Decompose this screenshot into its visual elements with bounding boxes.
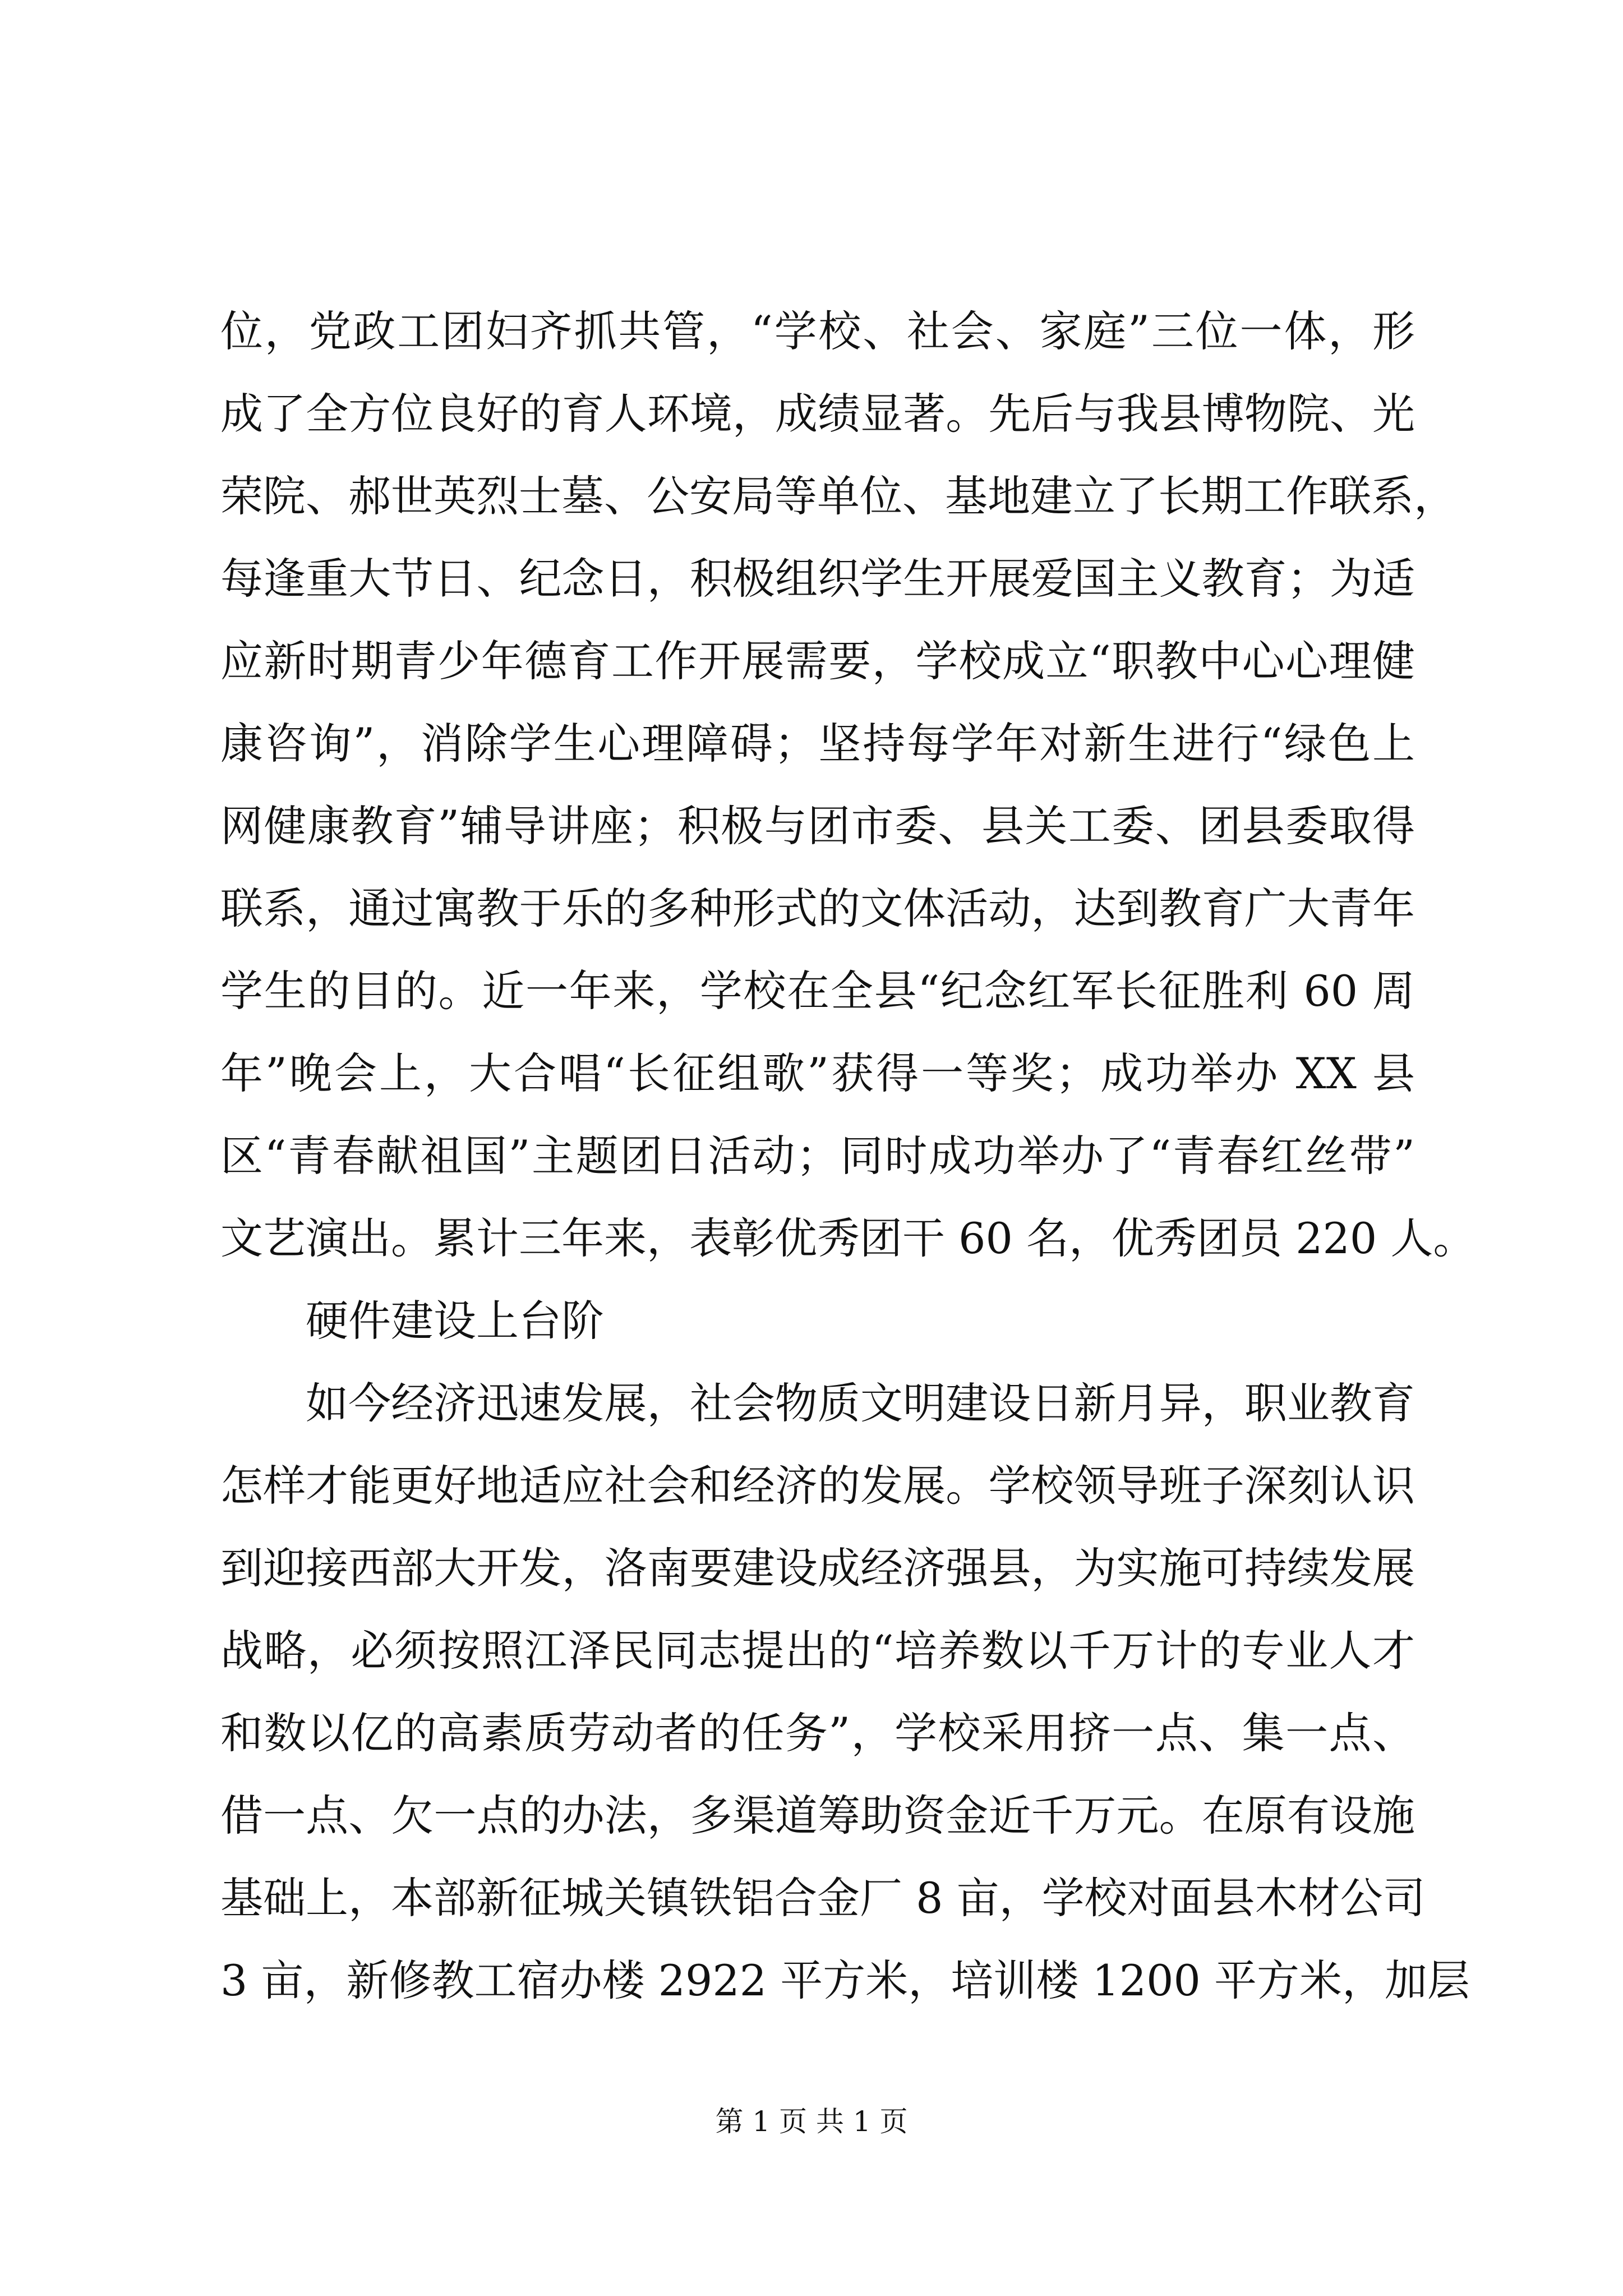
paragraph-line: 3 亩，新修教工宿办楼 2922 平方米，培训楼 1200 平方米，加层 <box>220 1955 1470 2005</box>
page-number-footer: 第 1 页 共 1 页 <box>715 2105 908 2138</box>
paragraph-line: 荣院、郝世英烈士墓、公安局等单位、基地建立了长期工作联系， <box>220 471 1456 521</box>
paragraph-line: 年”晚会上，大合唱“长征组歌”获得一等奖；成功举办 XX 县 <box>220 1048 1415 1098</box>
paragraph-line: 战略，必须按照江泽民同志提出的“培养数以千万计的专业人才 <box>220 1626 1415 1676</box>
paragraph-line: 怎样才能更好地适应社会和经济的发展。学校领导班子深刻认识 <box>220 1461 1415 1511</box>
paragraph-line: 到迎接西部大开发，洛南要建设成经济强县，为实施可持续发展 <box>220 1543 1415 1593</box>
paragraph-line: 康咨询”，消除学生心理障碍；坚持每学年对新生进行“绿色上 <box>220 719 1415 769</box>
paragraph-line: 网健康教育”辅导讲座；积极与团市委、县关工委、团县委取得 <box>220 801 1415 851</box>
paragraph-line: 文艺演出。累计三年来，表彰优秀团干 60 名，优秀团员 220 人。 <box>220 1213 1476 1263</box>
paragraph-line: 成了全方位良好的育人环境，成绩显著。先后与我县博物院、光 <box>220 389 1415 439</box>
paragraph-line: 和数以亿的高素质劳动者的任务”，学校采用挤一点、集一点、 <box>220 1708 1415 1758</box>
paragraph-line: 基础上，本部新征城关镇铁铝合金厂 8 亩，学校对面县木材公司 <box>220 1873 1426 1923</box>
paragraph-line: 位，党政工团妇齐抓共管，“学校、社会、家庭”三位一体，形 <box>220 306 1415 356</box>
section-heading: 硬件建设上台阶 <box>306 1296 604 1346</box>
paragraph-line: 应新时期青少年德育工作开展需要，学校成立“职教中心心理健 <box>220 636 1415 686</box>
paragraph-line: 联系，通过寓教于乐的多种形式的文体活动，达到教育广大青年 <box>220 884 1415 933</box>
paragraph-line: 每逢重大节日、纪念日，积极组织学生开展爱国主义教育；为适 <box>220 554 1415 604</box>
paragraph-line: 学生的目的。近一年来，学校在全县“纪念红军长征胜利 60 周 <box>220 966 1415 1016</box>
paragraph-line: 区“青春献祖国”主题团日活动；同时成功举办了“青春红丝带” <box>220 1131 1415 1181</box>
paragraph-line: 借一点、欠一点的办法，多渠道筹助资金近千万元。在原有设施 <box>220 1791 1415 1841</box>
paragraph-line: 如今经济迅速发展，社会物质文明建设日新月异，职业教育 <box>306 1378 1415 1428</box>
